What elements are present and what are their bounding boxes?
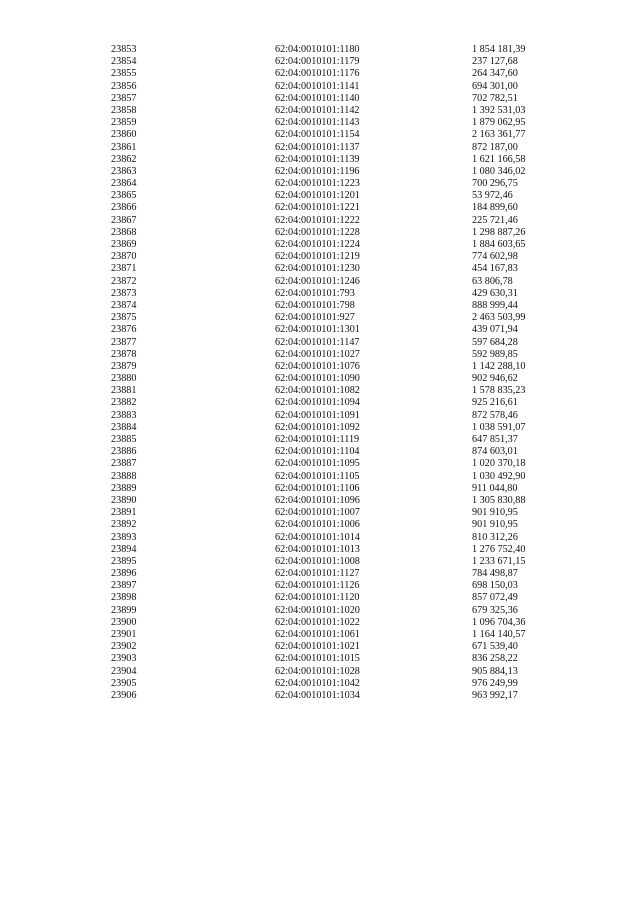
cadastral-number: 62:04:0010101:1008 — [275, 555, 360, 567]
cadastral-value: 774 602,98 — [472, 251, 518, 263]
table-row — [0, 227, 640, 239]
table-row — [0, 446, 640, 458]
row-number: 23893 — [111, 531, 137, 543]
cadastral-number: 62:04:0010101:1028 — [275, 665, 360, 677]
cadastral-number: 62:04:0010101:1196 — [275, 165, 360, 177]
row-number: 23873 — [111, 287, 137, 299]
cadastral-number: 62:04:0010101:1180 — [275, 44, 360, 55]
cadastral-number: 62:04:0010101:927 — [275, 312, 355, 324]
row-number: 23860 — [111, 129, 137, 141]
cadastral-number: 62:04:0010101:1076 — [275, 360, 360, 372]
table-row — [0, 471, 640, 483]
table-row — [0, 666, 640, 678]
row-number: 23881 — [111, 385, 137, 397]
table-row — [0, 592, 640, 604]
cadastral-number: 62:04:0010101:793 — [275, 287, 355, 299]
cadastral-number: 62:04:0010101:1140 — [275, 92, 360, 104]
table-row — [0, 300, 640, 312]
row-number: 23872 — [111, 275, 137, 287]
cadastral-value: 700 296,75 — [472, 178, 518, 190]
row-number: 23853 — [111, 44, 137, 55]
table-row — [0, 507, 640, 519]
row-number: 23865 — [111, 190, 137, 202]
row-number: 23871 — [111, 263, 137, 275]
cadastral-number: 62:04:0010101:1246 — [275, 275, 360, 287]
cadastral-value: 592 989,85 — [472, 348, 518, 360]
table-row — [0, 251, 640, 263]
cadastral-number: 62:04:0010101:1094 — [275, 397, 360, 409]
cadastral-value: 1 305 830,88 — [472, 494, 526, 506]
table-row — [0, 568, 640, 580]
row-number: 23903 — [111, 653, 137, 665]
table-row — [0, 154, 640, 166]
row-number: 23882 — [111, 397, 137, 409]
cadastral-number: 62:04:0010101:1095 — [275, 458, 360, 470]
table-row — [0, 519, 640, 531]
cadastral-number: 62:04:0010101:1006 — [275, 519, 360, 531]
cadastral-value: 1 038 591,07 — [472, 421, 526, 433]
cadastral-value: 1 080 346,02 — [472, 165, 526, 177]
row-number: 23884 — [111, 421, 137, 433]
cadastral-value: 1 578 835,23 — [472, 385, 526, 397]
table-row — [0, 68, 640, 80]
table-row — [0, 276, 640, 288]
cadastral-number: 62:04:0010101:1082 — [275, 385, 360, 397]
row-number: 23854 — [111, 56, 137, 68]
cadastral-number: 62:04:0010101:1230 — [275, 263, 360, 275]
row-number: 23867 — [111, 214, 137, 226]
table-row — [0, 44, 640, 56]
cadastral-number: 62:04:0010101:1176 — [275, 68, 360, 80]
row-number: 23862 — [111, 153, 137, 165]
cadastral-number: 62:04:0010101:1141 — [275, 80, 360, 92]
row-number: 23904 — [111, 665, 137, 677]
row-number: 23866 — [111, 202, 137, 214]
row-number: 23894 — [111, 543, 137, 555]
cadastral-value: 1 879 062,95 — [472, 117, 526, 129]
table-row — [0, 105, 640, 117]
table-row — [0, 605, 640, 617]
cadastral-number: 62:04:0010101:1139 — [275, 153, 360, 165]
table-row — [0, 532, 640, 544]
cadastral-value: 784 498,87 — [472, 568, 518, 580]
records-table — [0, 44, 640, 702]
table-row — [0, 373, 640, 385]
cadastral-value: 872 187,00 — [472, 141, 518, 153]
cadastral-number: 62:04:0010101:1142 — [275, 104, 360, 116]
cadastral-value: 429 630,31 — [472, 287, 518, 299]
cadastral-value: 925 216,61 — [472, 397, 518, 409]
cadastral-value: 872 578,46 — [472, 409, 518, 421]
table-row — [0, 361, 640, 373]
cadastral-number: 62:04:0010101:1222 — [275, 214, 360, 226]
cadastral-number: 62:04:0010101:798 — [275, 299, 355, 311]
cadastral-value: 63 806,78 — [472, 275, 513, 287]
cadastral-value: 1 884 603,65 — [472, 239, 526, 250]
cadastral-number: 62:04:0010101:1104 — [275, 446, 360, 458]
cadastral-number: 62:04:0010101:1127 — [275, 568, 360, 580]
cadastral-number: 62:04:0010101:1013 — [275, 543, 360, 555]
cadastral-value: 911 044,80 — [472, 482, 518, 494]
cadastral-number: 62:04:0010101:1061 — [275, 629, 360, 640]
table-row — [0, 495, 640, 507]
cadastral-value: 874 603,01 — [472, 446, 518, 458]
table-row — [0, 422, 640, 434]
row-number: 23864 — [111, 178, 137, 190]
cadastral-value: 901 910,95 — [472, 519, 518, 531]
cadastral-value: 888 999,44 — [472, 299, 518, 311]
cadastral-value: 810 312,26 — [472, 531, 518, 543]
cadastral-value: 439 071,94 — [472, 324, 518, 336]
cadastral-number: 62:04:0010101:1092 — [275, 421, 360, 433]
row-number: 23857 — [111, 92, 137, 104]
cadastral-number: 62:04:0010101:1091 — [275, 409, 360, 421]
row-number: 23902 — [111, 641, 137, 653]
cadastral-value: 1 854 181,39 — [472, 44, 526, 55]
row-number: 23879 — [111, 360, 137, 372]
table-row — [0, 397, 640, 409]
table-row — [0, 410, 640, 422]
row-number: 23897 — [111, 580, 137, 592]
cadastral-value: 1 096 704,36 — [472, 616, 526, 628]
row-number: 23891 — [111, 507, 137, 519]
cadastral-number: 62:04:0010101:1221 — [275, 202, 360, 214]
cadastral-value: 963 992,17 — [472, 689, 518, 701]
cadastral-value: 902 946,62 — [472, 373, 518, 385]
table-row — [0, 166, 640, 178]
table-row — [0, 202, 640, 214]
table-row — [0, 263, 640, 275]
table-row — [0, 690, 640, 702]
table-row — [0, 142, 640, 154]
table-row — [0, 337, 640, 349]
cadastral-value: 2 463 503,99 — [472, 312, 526, 324]
table-row — [0, 178, 640, 190]
table-row — [0, 544, 640, 556]
cadastral-value: 225 721,46 — [472, 214, 518, 226]
cadastral-number: 62:04:0010101:1119 — [275, 434, 360, 445]
cadastral-value: 647 851,37 — [472, 434, 518, 445]
cadastral-value: 237 127,68 — [472, 56, 518, 68]
cadastral-number: 62:04:0010101:1143 — [275, 117, 360, 129]
cadastral-number: 62:04:0010101:1090 — [275, 373, 360, 385]
cadastral-value: 698 150,03 — [472, 580, 518, 592]
table-row — [0, 324, 640, 336]
table-row — [0, 629, 640, 641]
cadastral-number: 62:04:0010101:1106 — [275, 482, 360, 494]
cadastral-value: 1 233 671,15 — [472, 555, 526, 567]
row-number: 23892 — [111, 519, 137, 531]
cadastral-number: 62:04:0010101:1015 — [275, 653, 360, 665]
row-number: 23859 — [111, 117, 137, 129]
cadastral-number: 62:04:0010101:1301 — [275, 324, 360, 336]
cadastral-number: 62:04:0010101:1228 — [275, 226, 360, 238]
table-row — [0, 641, 640, 653]
table-row — [0, 288, 640, 300]
cadastral-number: 62:04:0010101:1020 — [275, 604, 360, 616]
row-number: 23874 — [111, 299, 137, 311]
row-number: 23900 — [111, 616, 137, 628]
table-row — [0, 239, 640, 251]
row-number: 23886 — [111, 446, 137, 458]
cadastral-number: 62:04:0010101:1201 — [275, 190, 360, 202]
cadastral-value: 1 276 752,40 — [472, 543, 526, 555]
table-row — [0, 483, 640, 495]
table-row — [0, 678, 640, 690]
table-row — [0, 349, 640, 361]
table-row — [0, 56, 640, 68]
table-row — [0, 93, 640, 105]
cadastral-value: 454 167,83 — [472, 263, 518, 275]
cadastral-number: 62:04:0010101:1014 — [275, 531, 360, 543]
table-row — [0, 190, 640, 202]
cadastral-number: 62:04:0010101:1042 — [275, 677, 360, 689]
row-number: 23868 — [111, 226, 137, 238]
cadastral-value: 679 325,36 — [472, 604, 518, 616]
cadastral-value: 184 899,60 — [472, 202, 518, 214]
row-number: 23880 — [111, 373, 137, 385]
row-number: 23869 — [111, 239, 137, 250]
row-number: 23856 — [111, 80, 137, 92]
row-number: 23870 — [111, 251, 137, 263]
row-number: 23877 — [111, 336, 137, 348]
row-number: 23901 — [111, 629, 137, 640]
cadastral-value: 597 684,28 — [472, 336, 518, 348]
table-row — [0, 617, 640, 629]
cadastral-value: 264 347,60 — [472, 68, 518, 80]
table-row — [0, 117, 640, 129]
cadastral-number: 62:04:0010101:1179 — [275, 56, 360, 68]
row-number: 23898 — [111, 592, 137, 604]
table-row — [0, 580, 640, 592]
row-number: 23899 — [111, 604, 137, 616]
table-row — [0, 556, 640, 568]
row-number: 23878 — [111, 348, 137, 360]
cadastral-value: 1 142 288,10 — [472, 360, 526, 372]
cadastral-number: 62:04:0010101:1120 — [275, 592, 360, 604]
cadastral-number: 62:04:0010101:1034 — [275, 689, 360, 701]
row-number: 23887 — [111, 458, 137, 470]
cadastral-number: 62:04:0010101:1224 — [275, 239, 360, 250]
row-number: 23858 — [111, 104, 137, 116]
cadastral-value: 2 163 361,77 — [472, 129, 526, 141]
table-row — [0, 385, 640, 397]
cadastral-number: 62:04:0010101:1137 — [275, 141, 360, 153]
row-number: 23883 — [111, 409, 137, 421]
table-row — [0, 434, 640, 446]
cadastral-value: 905 884,13 — [472, 665, 518, 677]
cadastral-value: 1 298 887,26 — [472, 226, 526, 238]
table-row — [0, 312, 640, 324]
cadastral-number: 62:04:0010101:1022 — [275, 616, 360, 628]
cadastral-number: 62:04:0010101:1027 — [275, 348, 360, 360]
cadastral-value: 53 972,46 — [472, 190, 513, 202]
cadastral-value: 901 910,95 — [472, 507, 518, 519]
row-number: 23905 — [111, 677, 137, 689]
table-row — [0, 81, 640, 93]
table-row — [0, 129, 640, 141]
cadastral-value: 1 392 531,03 — [472, 104, 526, 116]
cadastral-number: 62:04:0010101:1154 — [275, 129, 360, 141]
row-number: 23896 — [111, 568, 137, 580]
cadastral-number: 62:04:0010101:1096 — [275, 494, 360, 506]
row-number: 23885 — [111, 434, 137, 445]
cadastral-value: 1 030 492,90 — [472, 470, 526, 482]
cadastral-number: 62:04:0010101:1147 — [275, 336, 360, 348]
cadastral-value: 694 301,00 — [472, 80, 518, 92]
cadastral-number: 62:04:0010101:1126 — [275, 580, 360, 592]
row-number: 23861 — [111, 141, 137, 153]
table-row — [0, 215, 640, 227]
cadastral-value: 702 782,51 — [472, 92, 518, 104]
cadastral-number: 62:04:0010101:1021 — [275, 641, 360, 653]
cadastral-number: 62:04:0010101:1007 — [275, 507, 360, 519]
row-number: 23875 — [111, 312, 137, 324]
cadastral-number: 62:04:0010101:1219 — [275, 251, 360, 263]
row-number: 23890 — [111, 494, 137, 506]
cadastral-value: 1 164 140,57 — [472, 629, 526, 640]
cadastral-value: 976 249,99 — [472, 677, 518, 689]
row-number: 23888 — [111, 470, 137, 482]
row-number: 23906 — [111, 689, 137, 701]
row-number: 23876 — [111, 324, 137, 336]
cadastral-value: 857 072,49 — [472, 592, 518, 604]
row-number: 23889 — [111, 482, 137, 494]
cadastral-value: 671 539,40 — [472, 641, 518, 653]
table-row — [0, 458, 640, 470]
cadastral-value: 836 258,22 — [472, 653, 518, 665]
row-number: 23855 — [111, 68, 137, 80]
row-number: 23895 — [111, 555, 137, 567]
row-number: 23863 — [111, 165, 137, 177]
cadastral-value: 1 020 370,18 — [472, 458, 526, 470]
table-row — [0, 653, 640, 665]
cadastral-number: 62:04:0010101:1223 — [275, 178, 360, 190]
cadastral-number: 62:04:0010101:1105 — [275, 470, 360, 482]
cadastral-value: 1 621 166,58 — [472, 153, 526, 165]
